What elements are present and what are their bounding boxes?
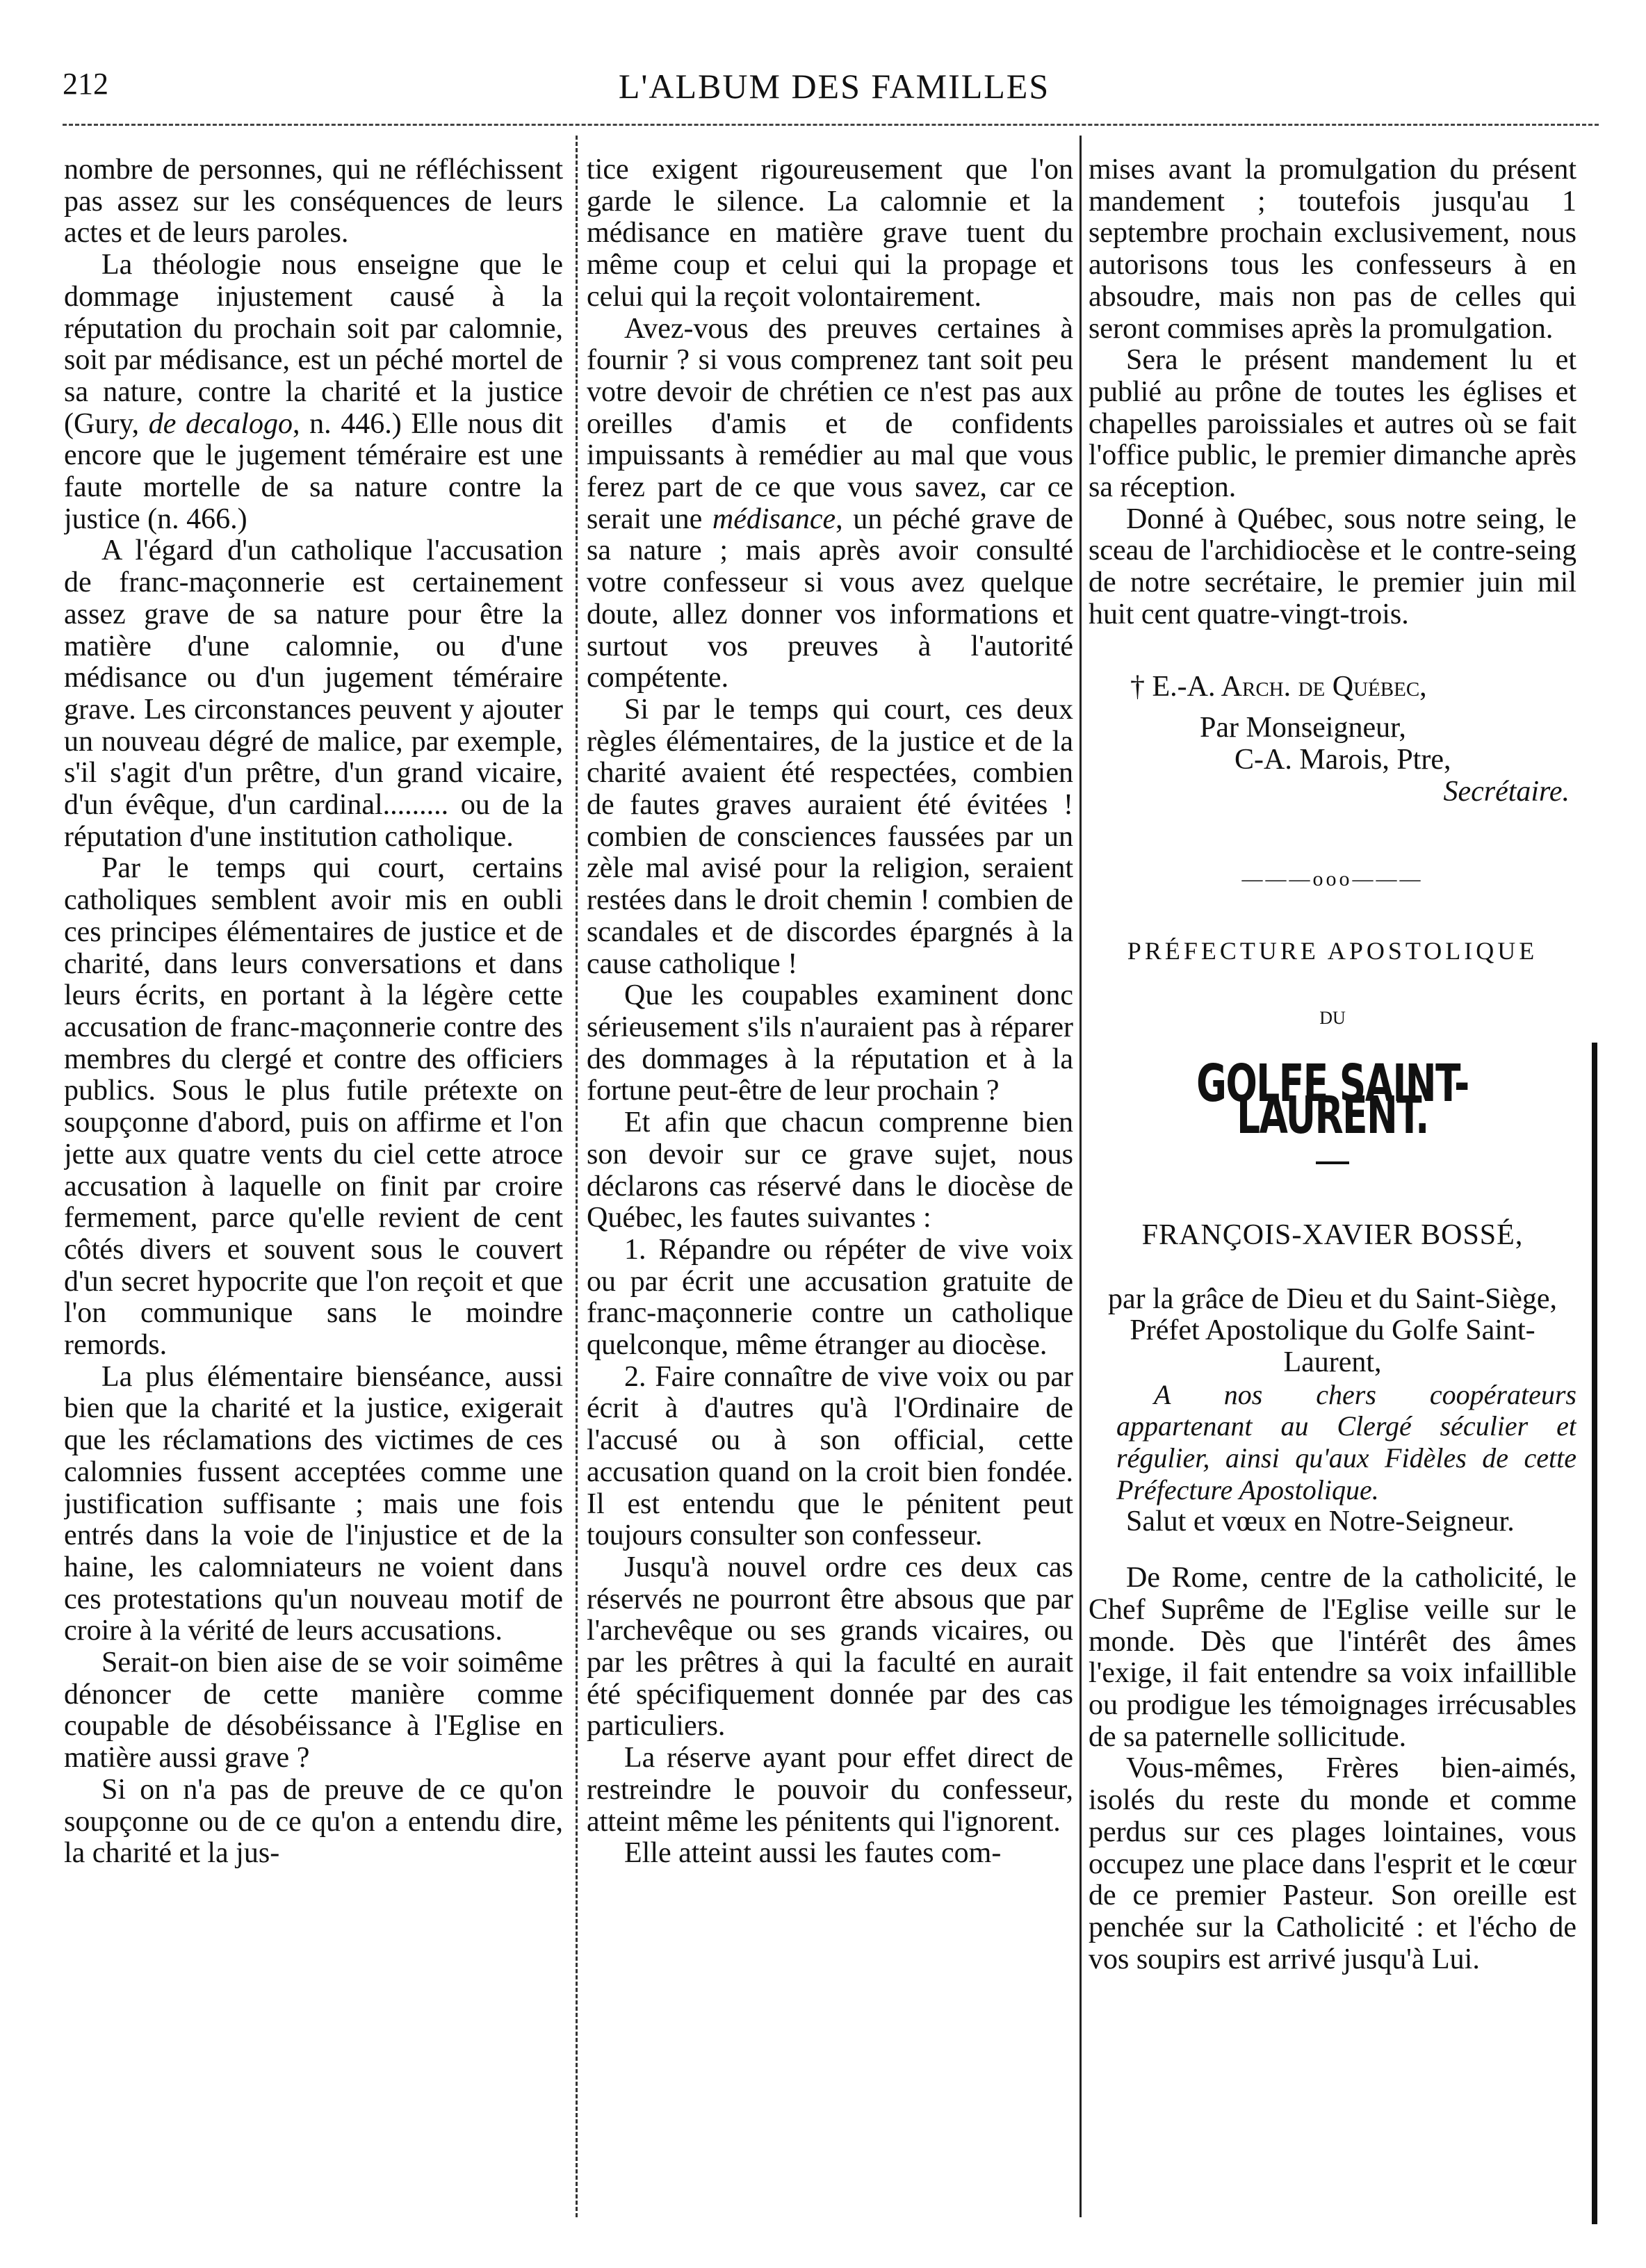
paragraph: La réserve ayant pour effet direct de restreindre le pouvoir du confesseur, atteint même les pénitents qui l'ignorent. xyxy=(587,1742,1073,1838)
signature-block xyxy=(1089,671,1576,808)
text-column-2 xyxy=(587,154,1073,2212)
section-ornament: ———ooo——— xyxy=(1241,867,1424,891)
paragraph: Serait-on bien aise de se voir soimême dénoncer de cette manière comme coupable de désobéissance à l'Eglise en matière aussi grave ? xyxy=(64,1647,563,1775)
paragraph: tice exigent rigoureusement que l'on garde le silence. La calomnie et la médisance en matière grave tuent du même coup et celui qui la propage et celui qui la reçoit volontairement. xyxy=(587,154,1073,313)
paragraph: De Rome, centre de la catholicité, le Chef Suprême de l'Eglise veille sur le monde. Dès que l'intérêt des âmes l'exige, il fait entendre sa voix infaillible ou prodigue les témoignages irrécusables de sa paternelle sollicitude. xyxy=(1089,1562,1576,1753)
address-line: A nos chers coopérateurs appartenant au Clergé séculier et régulier, ainsi qu'aux Fidèles de cette Préfecture Apostolique. xyxy=(1116,1378,1576,1506)
paragraph: 2. Faire connaître de vive voix ou par écrit à d'autres qu'à l'Ordinaire de l'accusé ou à son official, cette accusation quand on la croit bien fondée. Il est entendu que le pénitent peut toujours consulter son confesseur. xyxy=(587,1360,1073,1552)
paragraph: Donné à Québec, sous notre seing, le sceau de l'archidiocèse et le contre-seing de notre secrétaire, le premier juin mil huit cent quatre-vingt-trois. xyxy=(1089,503,1576,630)
bishop-name: FRANÇOIS-XAVIER BOSSÉ, xyxy=(1141,1218,1524,1251)
paragraph: Avez-vous des preuves certaines à fournir ? si vous comprenez tant soit peu votre devoir de chrétien ce n'est pas aux oreilles d'amis et de confidents impuissants à remédier au mal que vous ferez part de ce que vous savez, car ce serait une médisance, un péché grave de sa nature ; mais après avoir consulté votre confesseur si vous avez quelque doute, allez donner vos informations et surtout vos preuves à l'autorité compétente. xyxy=(587,312,1073,694)
paragraph: mises avant la promulgation du présent mandement ; toutefois jusqu'au 1 septembre prochain exclusivement, nous autorisons tous les confesseurs à en absoudre, mais non pas de celles qui seront commises après la promulgation. xyxy=(1089,154,1576,345)
paragraph: La théologie nous enseigne que le dommage injustement causé à la réputation du prochain soit par calomnie, soit par médisance, est un péché mortel de sa nature, contre la charité et la justice (Gury, de decalogo, n. 446.) Elle nous dit encore que le jugement téméraire est une faute mortelle de sa nature contre la justice (n. 466.) xyxy=(64,249,563,535)
paragraph: Si par le temps qui court, ces deux règles élémentaires, de la justice et de la charité avaient été respectées, combien de fautes graves auraient été évitées ! combien de consciences faussées par un zèle mal avisé pour la religion, seraient restées dans le droit chemin ! combien de scandales et de discordes épargnés à la cause catholique ! xyxy=(587,693,1073,980)
section-heading-prefecture: PRÉFECTURE APOSTOLIQUE xyxy=(1127,937,1538,965)
paragraph: A l'égard d'un catholique l'accusation de franc-maçonnerie est certainement assez grave de sa nature pour être la matière d'une calomnie, ou d'une médisance ou d'un jugement téméraire grave. Les circonstances peuvent y ajouter un nouveau dégré de malice, par exemple, s'il s'agit d'un prêtre, d'un grand vicaire, d'un évêque, d'un cardinal......... ou de la réputation d'une institution catholique. xyxy=(64,535,563,853)
paragraph: nombre de personnes, qui ne réfléchissent pas assez sur les conséquences de leurs actes et de leurs paroles. xyxy=(64,154,563,250)
paragraph: Et afin que chacun comprenne bien son devoir sur ce grave sujet, nous déclarons cas réservé dans le diocèse de Québec, les fautes suivantes : xyxy=(587,1107,1073,1234)
paragraph: Que les coupables examinent donc sérieusement s'ils n'auraient pas à réparer des dommages à la réputation et à la fortune peut-être de leur prochain ? xyxy=(587,979,1073,1107)
paragraph: Si on n'a pas de preuve de ce qu'on soupçonne ou de ce qu'on a entendu dire, la charité et la jus- xyxy=(64,1773,563,1870)
text-column-3 xyxy=(1089,154,1576,2212)
bishop-title: par la grâce de Dieu et du Saint-Siège, Préfet Apostolique du Golfe Saint-Laurent, xyxy=(1107,1282,1558,1378)
paragraph: Jusqu'à nouvel ordre ces deux cas réservés ne pourront être absous que par l'archevêque ou ses grands vicaires, ou par les prêtres à qui la faculté en aurait été spécifiquement donnée par des cas particuliers. xyxy=(587,1551,1073,1743)
section-heading-golfe: GOLFE SAINT-LAURENT. xyxy=(1196,1054,1469,1146)
paragraph: Par le temps qui court, certains catholiques semblent avoir mis en oubli ces principes élémentaires de justice et de charité, dans leurs conversations et dans leurs écrits, en portant à la légère cette accusation de franc-maçonnerie contre des membres du clergé et contre des officiers publics. Sous le plus futile prétexte on soupçonne d'abord, puis on affirme et l'on jette aux quatre vents du ciel cette atroce accusation à laquelle on finit par croire fermement, parce qu'elle revient de cent côtés divers et souvent sous le couvert d'un secret hypocrite que l'on reçoit et que l'on communique sans le moindre remords. xyxy=(64,852,563,1362)
paragraph: Vous-mêmes, Frères bien-aimés, isolés du reste du monde et comme perdus sur ces plages lointaines, vous occupez une place dans l'esprit et le cœur de ce premier Pasteur. Son oreille est penchée sur la Catholicité : et l'écho de vos soupirs est arrivé jusqu'à Lui. xyxy=(1089,1752,1576,1975)
signatory-archbishop: † E.-A. Arch. de Québec, xyxy=(1130,670,1427,703)
running-head: L'ALBUM DES FAMILLES xyxy=(618,67,1050,106)
signatory-secretary-title: Secrétaire. xyxy=(1443,775,1570,808)
column-divider-2 xyxy=(1079,136,1082,2217)
text-column-1 xyxy=(64,154,563,2212)
paragraph: Elle atteint aussi les fautes com- xyxy=(624,1837,1002,1870)
page-number: 212 xyxy=(63,67,108,101)
column-divider-1 xyxy=(576,136,578,2217)
signatory-par-monseigneur: Par Monseigneur, xyxy=(1200,712,1406,744)
page-header xyxy=(63,66,1606,115)
section-heading-du: DU xyxy=(1319,1007,1346,1028)
page-edge-rule xyxy=(1592,1043,1597,2224)
salutation: Salut et vœux en Notre-Seigneur. xyxy=(1126,1505,1515,1537)
header-rule xyxy=(63,124,1599,126)
paragraph: Sera le présent mandement lu et publié au prône de toutes les églises et chapelles paroissiales et autres où se fait l'office public, le premier dimanche après sa réception. xyxy=(1089,344,1576,504)
short-rule xyxy=(1316,1161,1349,1164)
signatory-secretary-name: C-A. Marois, Ptre, xyxy=(1234,743,1451,776)
paragraph: 1. Répandre ou répéter de vive voix ou par écrit une accusation gratuite de franc-maçonnerie contre un catholique quelconque, même étranger au diocèse. xyxy=(587,1233,1073,1362)
paragraph: La plus élémentaire bienséance, aussi bien que la charité et la justice, exigerait que les réclamations des victimes de ces calomnies fussent acceptées comme une justification suffisante ; mais une fois entrés dans la voie de l'injustice et de la haine, les calomniateurs ne voient dans ces protestations qu'un nouveau motif de croire à la vérité de leurs accusations. xyxy=(64,1360,563,1647)
